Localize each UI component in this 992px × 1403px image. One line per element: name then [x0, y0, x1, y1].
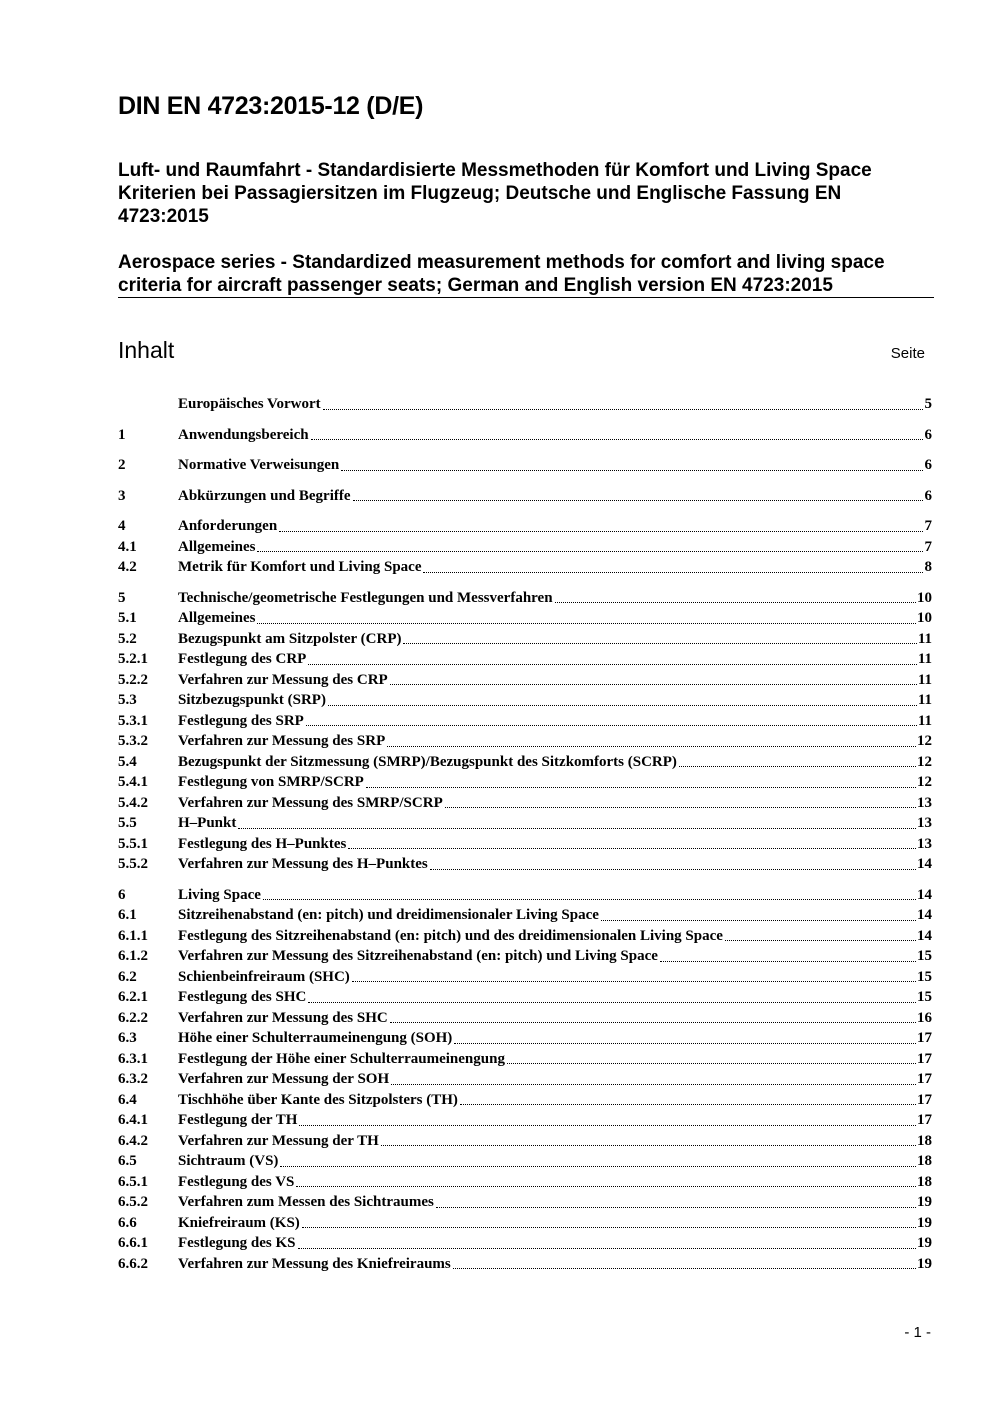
- toc-entry-page: 18: [917, 1132, 932, 1149]
- toc-entry-page: 17: [917, 1050, 932, 1067]
- toc-entry-label: Verfahren zum Messen des Sichtraumes: [178, 1194, 434, 1210]
- toc-entry-number: 5.4.1: [118, 774, 148, 790]
- toc-leader-dots: [298, 1244, 916, 1249]
- toc-leader-dots: [263, 895, 916, 900]
- toc-entry[interactable]: [118, 629, 932, 650]
- toc-entry[interactable]: [118, 711, 932, 732]
- toc-entry-label: Sitzbezugspunkt (SRP): [178, 692, 326, 708]
- toc-entry-label: Normative Verweisungen: [178, 457, 340, 473]
- toc-entry[interactable]: [118, 1192, 932, 1213]
- subtitle-english: Aerospace series - Standardized measurement methods for comfort and living space criteria for aircraft passenger seats; German and English version EN 4723:2015: [118, 252, 885, 296]
- toc-entry-label: Sichtraum (VS): [178, 1153, 279, 1169]
- toc-entry-label: Festlegung des VS: [178, 1173, 295, 1190]
- toc-entry-number: 6.5.2: [118, 1194, 148, 1210]
- toc-entry-page: 19: [917, 1214, 932, 1231]
- toc-entry-label: Tischhöhe über Kante des Sitzpolsters (TH): [178, 1091, 458, 1108]
- toc-entry-page: 18: [917, 1153, 932, 1169]
- toc-entry-number: 5.5: [118, 815, 137, 831]
- toc-entry-page: 11: [917, 671, 932, 688]
- toc-entry-page: 19: [917, 1235, 932, 1251]
- toc-entry-label: Schienbeinfreiraum (SHC): [178, 968, 350, 985]
- toc-entry-page: 18: [917, 1173, 932, 1190]
- toc-entry-page: 14: [917, 886, 932, 903]
- toc-leader-dots: [390, 1018, 916, 1023]
- toc-entry-number: 5.4.2: [118, 794, 148, 811]
- toc-entry[interactable]: [118, 926, 932, 947]
- toc-entry-label: Verfahren zur Messung des SMRP/SCRP: [178, 794, 443, 811]
- toc-entry-label: Höhe einer Schulterraumeinengung (SOH): [178, 1030, 453, 1046]
- toc-leader-dots: [453, 1264, 916, 1269]
- toc-entry-number: 6.1: [118, 907, 137, 923]
- toc-entry[interactable]: [118, 1090, 932, 1111]
- toc-entry-number: 5.5.2: [118, 856, 148, 872]
- toc-entry-label: H–Punkt: [178, 815, 237, 831]
- toc-entry[interactable]: [118, 854, 932, 875]
- toc-entry-label: Technische/geometrische Festlegungen und Messverfahren: [178, 589, 553, 606]
- toc-entry-page: 17: [917, 1091, 932, 1108]
- toc-entry[interactable]: [118, 793, 932, 814]
- toc-leader-dots: [328, 701, 917, 706]
- toc-leader-dots: [445, 803, 916, 808]
- toc-entry[interactable]: [118, 1069, 932, 1090]
- toc-entry[interactable]: [118, 1008, 932, 1029]
- toc-entry-page: 10: [917, 589, 932, 606]
- toc-leader-dots: [423, 568, 923, 573]
- toc-entry-number: 6.2: [118, 968, 137, 985]
- toc-entry-page: 17: [917, 1112, 932, 1128]
- toc-page-column-label: Seite: [890, 345, 925, 362]
- toc-leader-dots: [454, 1039, 916, 1044]
- toc-entry-number: 5.4: [118, 753, 137, 770]
- toc-entry[interactable]: [118, 394, 932, 415]
- toc-entry-label: Metrik für Komfort und Living Space: [178, 559, 422, 575]
- toc-leader-dots: [660, 957, 916, 962]
- toc-entry[interactable]: [118, 813, 932, 834]
- toc-entry-label: Sitzreihenabstand (en: pitch) und dreidimensionaler Living Space: [178, 907, 599, 923]
- toc-entry-page: 17: [917, 1071, 932, 1087]
- toc-entry-number: 6.3.1: [118, 1050, 148, 1067]
- toc-entry-page: 13: [917, 794, 932, 811]
- toc-entry-number: 6.3.2: [118, 1071, 148, 1087]
- toc-entry-page: 11: [917, 692, 932, 708]
- toc-entry-number: 6.6: [118, 1214, 137, 1231]
- toc-entry-page: 17: [917, 1030, 932, 1046]
- toc-entry-label: Kniefreiraum (KS): [178, 1214, 300, 1231]
- toc-entry-page: 11: [917, 712, 932, 729]
- toc-entry-number: 6.4.2: [118, 1132, 148, 1149]
- toc-leader-dots: [725, 936, 916, 941]
- toc-entry-label: Festlegung des KS: [178, 1235, 296, 1251]
- toc-leader-dots: [341, 466, 923, 471]
- toc-entry-label: Verfahren zur Messung des Kniefreiraums: [178, 1255, 451, 1272]
- toc-entry-label: Allgemeines: [178, 610, 256, 626]
- toc-leader-dots: [555, 598, 916, 603]
- toc-leader-dots: [436, 1203, 916, 1208]
- toc-entry[interactable]: [118, 946, 932, 967]
- toc-leader-dots: [352, 977, 916, 982]
- toc-entry-label: Festlegung des SHC: [178, 989, 307, 1005]
- toc-entry[interactable]: [118, 987, 932, 1008]
- toc-entry-number: 6.1.2: [118, 948, 148, 964]
- toc-entry-page: 16: [917, 1009, 932, 1026]
- toc-entry-number: 6.6.2: [118, 1255, 148, 1272]
- toc-entry-label: Verfahren zur Messung des H–Punktes: [178, 856, 428, 872]
- table-of-contents: [118, 394, 932, 1274]
- toc-entry-label: Verfahren zur Messung des SRP: [178, 733, 386, 749]
- toc-entry[interactable]: [118, 1110, 932, 1131]
- toc-entry-label: Festlegung der Höhe einer Schulterraumeinengung: [178, 1050, 505, 1067]
- toc-entry-page: 19: [917, 1194, 932, 1210]
- toc-entry-label: Festlegung des H–Punktes: [178, 835, 347, 852]
- toc-entry-page: 19: [917, 1255, 932, 1272]
- toc-leader-dots: [460, 1100, 916, 1105]
- toc-entry[interactable]: [118, 670, 932, 691]
- toc-entry[interactable]: [118, 690, 932, 711]
- toc-entry-label: Verfahren zur Messung der SOH: [178, 1071, 390, 1087]
- toc-entry-label: Verfahren zur Messung des Sitzreihenabstand (en: pitch) und Living Space: [178, 948, 658, 964]
- toc-leader-dots: [311, 435, 923, 440]
- toc-entry[interactable]: [118, 1131, 932, 1152]
- toc-entry-number: 5.1: [118, 610, 137, 626]
- toc-entry-number: 6.5.1: [118, 1173, 148, 1190]
- toc-leader-dots: [381, 1141, 916, 1146]
- toc-entry[interactable]: [118, 588, 932, 609]
- toc-entry-number: 1: [118, 426, 126, 443]
- toc-entry-label: Festlegung von SMRP/SCRP: [178, 774, 364, 790]
- toc-leader-dots: [601, 916, 916, 921]
- toc-entry[interactable]: [118, 1172, 932, 1193]
- toc-entry-number: 6.5: [118, 1153, 137, 1169]
- toc-entry-number: 5.3.2: [118, 733, 148, 749]
- toc-entry-label: Festlegung des CRP: [178, 651, 307, 667]
- toc-leader-dots: [348, 844, 916, 849]
- toc-entry-page: 12: [917, 753, 932, 770]
- toc-entry-number: 6.4: [118, 1091, 137, 1108]
- toc-entry[interactable]: [118, 516, 932, 537]
- toc-entry-number: 5.2.2: [118, 671, 148, 688]
- toc-entry-label: Bezugspunkt am Sitzpolster (CRP): [178, 630, 402, 647]
- toc-entry-number: 6.3: [118, 1030, 137, 1046]
- toc-entry[interactable]: [118, 967, 932, 988]
- toc-leader-dots: [257, 547, 923, 552]
- toc-entry-page: 14: [917, 927, 932, 944]
- toc-entry[interactable]: [118, 486, 932, 507]
- toc-entry[interactable]: [118, 537, 932, 558]
- toc-entry[interactable]: [118, 1254, 932, 1275]
- toc-entry-page: 5: [924, 396, 932, 412]
- toc-entry-page: 14: [917, 907, 932, 923]
- toc-leader-dots: [353, 496, 923, 501]
- toc-entry[interactable]: [118, 608, 932, 629]
- toc-heading: Inhalt: [118, 337, 175, 363]
- toc-entry-number: 5.5.1: [118, 835, 148, 852]
- toc-entry[interactable]: [118, 772, 932, 793]
- toc-entry[interactable]: [118, 1028, 932, 1049]
- toc-entry-page: 12: [917, 774, 932, 790]
- toc-leader-dots: [366, 783, 916, 788]
- toc-leader-dots: [679, 762, 916, 767]
- toc-entry-page: 7: [924, 538, 932, 555]
- toc-entry-number: 5.3.1: [118, 712, 148, 729]
- toc-leader-dots: [390, 680, 917, 685]
- toc-leader-dots: [302, 1223, 916, 1228]
- toc-entry[interactable]: [118, 1049, 932, 1070]
- toc-entry[interactable]: [118, 1151, 932, 1172]
- toc-entry-number: 4: [118, 518, 126, 534]
- toc-entry-page: 11: [917, 630, 932, 647]
- toc-entry-number: 5.3: [118, 692, 137, 708]
- toc-leader-dots: [430, 865, 916, 870]
- toc-entry-page: 6: [924, 426, 932, 443]
- toc-leader-dots: [323, 405, 923, 410]
- toc-entry-number: 6.1.1: [118, 927, 148, 944]
- toc-leader-dots: [296, 1182, 916, 1187]
- toc-entry-page: 6: [924, 487, 932, 504]
- toc-entry-number: 6: [118, 886, 126, 903]
- toc-entry[interactable]: [118, 649, 932, 670]
- toc-entry-page: 15: [917, 948, 932, 964]
- toc-entry-label: Anwendungsbereich: [178, 426, 309, 443]
- toc-entry-number: 5: [118, 589, 126, 606]
- toc-entry-page: 12: [917, 733, 932, 749]
- toc-entry[interactable]: [118, 1213, 932, 1234]
- toc-entry[interactable]: [118, 1233, 932, 1254]
- toc-entry[interactable]: [118, 557, 932, 578]
- toc-leader-dots: [391, 1080, 916, 1085]
- toc-entry-page: 7: [924, 518, 932, 534]
- toc-entry-label: Festlegung des Sitzreihenabstand (en: pitch) und des dreidimensionalen Living Space: [178, 927, 723, 944]
- toc-entry-number: 6.4.1: [118, 1112, 148, 1128]
- toc-entry-number: 6.6.1: [118, 1235, 148, 1251]
- toc-entry-label: Verfahren zur Messung des SHC: [178, 1009, 388, 1026]
- toc-entry-label: Europäisches Vorwort: [178, 396, 321, 412]
- toc-leader-dots: [238, 824, 916, 829]
- toc-entry[interactable]: [118, 455, 932, 476]
- toc-leader-dots: [279, 527, 923, 532]
- toc-entry-label: Verfahren zur Messung des CRP: [178, 671, 388, 688]
- toc-entry-page: 10: [917, 610, 932, 626]
- toc-leader-dots: [308, 998, 916, 1003]
- toc-leader-dots: [403, 639, 916, 644]
- toc-entry-number: 4.1: [118, 538, 137, 555]
- toc-entry[interactable]: [118, 905, 932, 926]
- page-number: - 1 -: [904, 1324, 931, 1341]
- title-divider: [118, 297, 934, 298]
- toc-entry-number: 3: [118, 487, 126, 504]
- toc-entry-page: 15: [917, 968, 932, 985]
- toc-entry-label: Abkürzungen und Begriffe: [178, 487, 351, 504]
- toc-entry-page: 14: [917, 856, 932, 872]
- toc-entry-label: Bezugspunkt der Sitzmessung (SMRP)/Bezugspunkt des Sitzkomforts (SCRP): [178, 753, 677, 770]
- toc-entry-label: Living Space: [178, 886, 261, 903]
- subtitle-german: Luft- und Raumfahrt - Standardisierte Messmethoden für Komfort und Living Space Kriterien bei Passagiersitzen im Flugzeug; Deutsche und Englische Fassung EN 4723:2015: [118, 160, 872, 227]
- toc-leader-dots: [299, 1121, 916, 1126]
- toc-entry[interactable]: [118, 731, 932, 752]
- toc-entry[interactable]: [118, 752, 932, 773]
- toc-entry-label: Verfahren zur Messung der TH: [178, 1132, 379, 1149]
- toc-leader-dots: [280, 1162, 916, 1167]
- toc-entry-page: 15: [917, 989, 932, 1005]
- toc-entry-number: 6.2.2: [118, 1009, 148, 1026]
- toc-entry-label: Festlegung der TH: [178, 1112, 298, 1128]
- toc-leader-dots: [387, 742, 916, 747]
- document-title: DIN EN 4723:2015-12 (D/E): [118, 92, 424, 120]
- toc-entry-label: Allgemeines: [178, 538, 256, 555]
- toc-entry-page: 6: [924, 457, 932, 473]
- toc-entry-page: 11: [917, 651, 932, 667]
- toc-entry[interactable]: [118, 425, 932, 446]
- toc-entry[interactable]: [118, 885, 932, 906]
- toc-entry-label: Festlegung des SRP: [178, 712, 304, 729]
- toc-leader-dots: [257, 619, 916, 624]
- toc-leader-dots: [306, 721, 917, 726]
- toc-entry-label: Anforderungen: [178, 518, 278, 534]
- toc-entry-number: 2: [118, 457, 126, 473]
- toc-entry-number: 4.2: [118, 559, 137, 575]
- toc-leader-dots: [507, 1059, 916, 1064]
- toc-entry[interactable]: [118, 834, 932, 855]
- toc-entry-page: 8: [924, 559, 932, 575]
- toc-entry-number: 5.2: [118, 630, 137, 647]
- toc-entry-number: 5.2.1: [118, 651, 148, 667]
- toc-entry-page: 13: [917, 835, 932, 852]
- toc-entry-page: 13: [917, 815, 932, 831]
- toc-entry-number: 6.2.1: [118, 989, 148, 1005]
- toc-leader-dots: [308, 660, 916, 665]
